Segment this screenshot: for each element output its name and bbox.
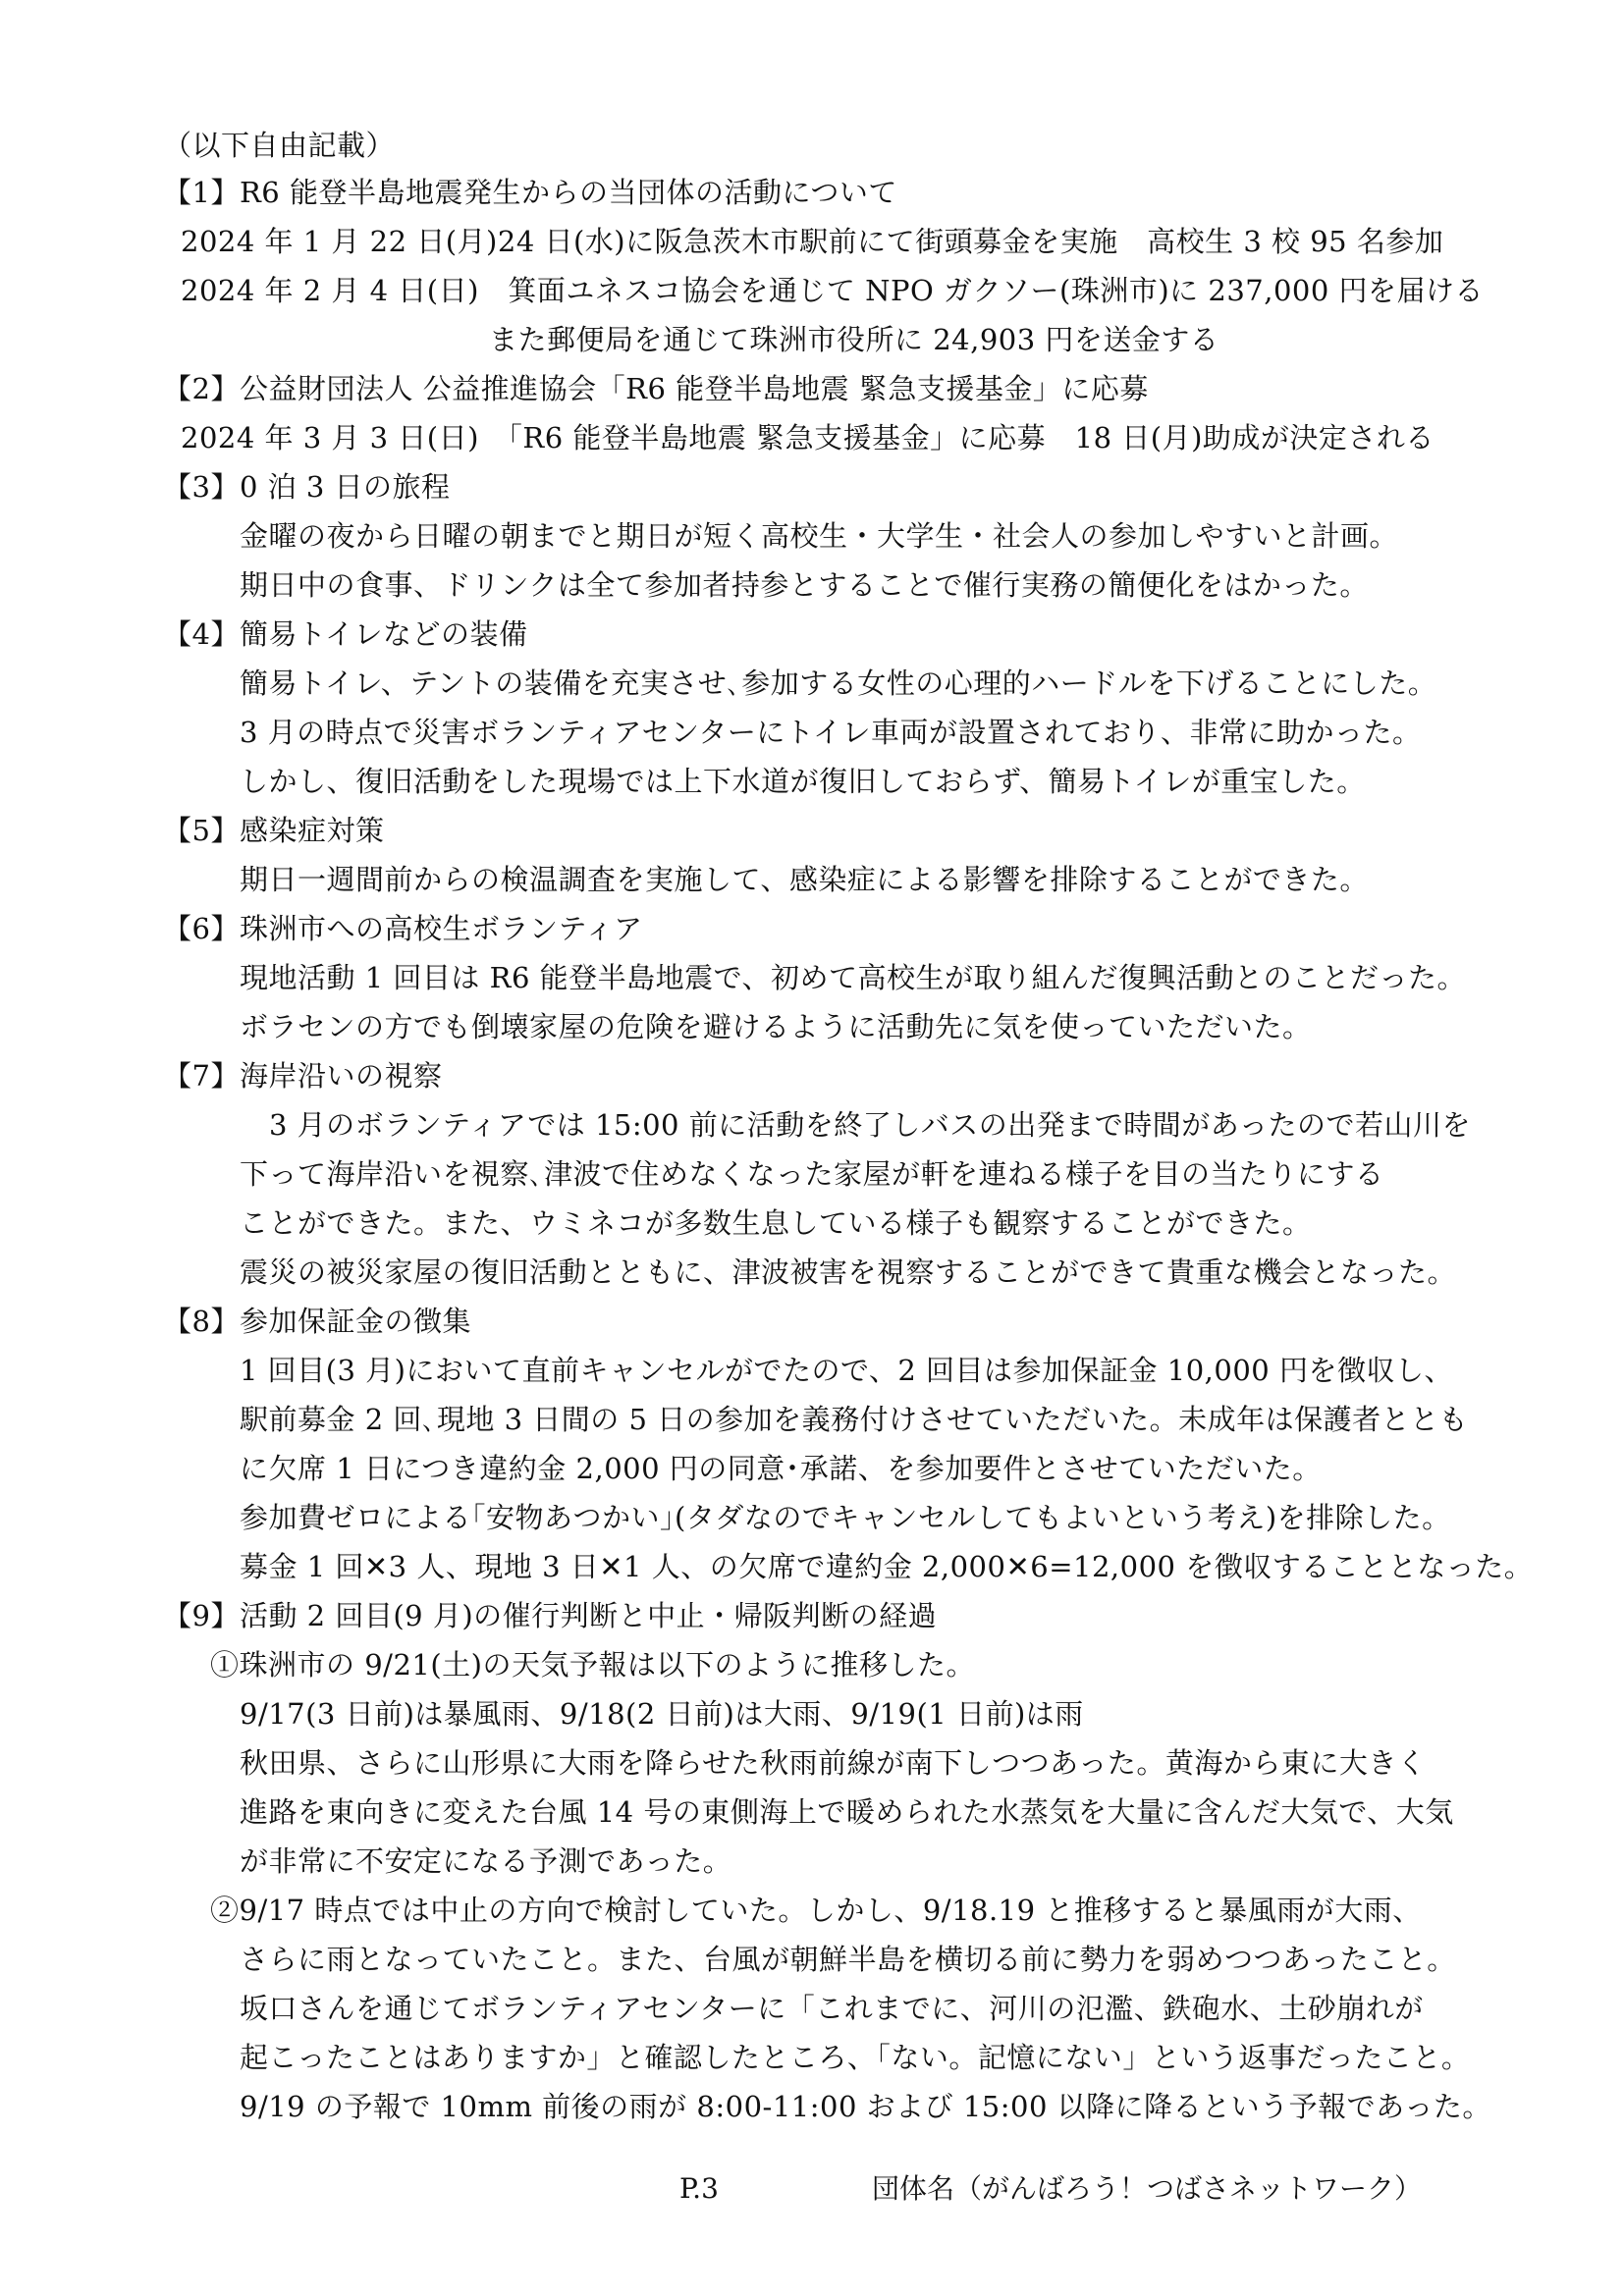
section-line: 起こったことはありますか」と確認したところ、「ない。記憶にない」という返事だったこと。 [240, 2041, 1471, 2074]
section-heading: 【2】公益財団法人 公益推進協会「R6 能登半島地震 緊急支援基金」に応募 [163, 372, 1149, 405]
section-line: 進路を東向きに変えた台風 14 号の東側海上で暖められた水蒸気を大量に含んだ大気で、大気 [240, 1795, 1454, 1829]
section-line: ボラセンの方でも倒壊家屋の危険を避けるように活動先に気を使っていただいた。 [240, 1010, 1312, 1043]
section-heading: 【1】R6 能登半島地震発生からの当団体の活動について [163, 176, 897, 209]
section-line: さらに雨となっていたこと。また、台風が朝鮮半島を横切る前に勢力を弱めつつあったこと。 [240, 1943, 1456, 1976]
section-line: 期日中の食事、ドリンクは全て参加者持参とすることで催行実務の簡便化をはかった。 [240, 568, 1369, 602]
section-line: 期日一週間前からの検温調査を実施して、感染症による影響を排除することができた。 [240, 863, 1369, 896]
organization-name: 団体名（がんばろう！つばさネットワーク） [872, 2172, 1423, 2205]
section-line: 9/17(3 日前)は暴風雨、9/18(2 日前)は大雨、9/19(1 日前)は雨 [240, 1697, 1084, 1731]
section-line: 簡易トイレ、テントの装備を充実させ､参加する女性の心理的ハードルを下げることにした。 [240, 667, 1437, 700]
section-line: ②9/17 時点では中止の方向で検討していた。しかし、9/18.19 と推移すると暴風雨が大雨、 [210, 1894, 1422, 1927]
section-line: また郵便局を通じて珠洲市役所に 24,903 円を送金する [489, 323, 1219, 356]
section-heading: 【4】簡易トイレなどの装備 [163, 617, 528, 651]
section-line: ことができた。また、ウミネコが多数生息している様子も観察することができた。 [240, 1206, 1312, 1240]
section-line: 募金 1 回✕3 人、現地 3 日✕1 人、の欠席で違約金 2,000✕6=12,000 を徴収することとなった。 [240, 1550, 1534, 1583]
section-line: ①珠洲市の 9/21(土)の天気予報は以下のように推移した。 [210, 1648, 975, 1682]
section-line: 3 月の時点で災害ボランティアセンターにトイレ車両が設置されており、非常に助かった。 [240, 716, 1422, 749]
section-line: 2024 年 3 月 3 日(日) 「R6 能登半島地震 緊急支援基金」に応募 18 日(月)助成が決定される [181, 421, 1435, 454]
section-line: 1 回目(3 月)において直前キャンセルがでたので、2 回目は参加保証金 10,000 円を徴収し、 [240, 1354, 1453, 1387]
section-line: 参加費ゼロによる｢安物あつかい｣(タダなのでキャンセルしてもよいという考え)を排除した。 [240, 1501, 1451, 1534]
section-line: 9/19 の予報で 10mm 前後の雨が 8:00-11:00 および 15:00 以降に降るという予報であった。 [240, 2090, 1491, 2123]
section-line: が非常に不安定になる予測であった。 [240, 1844, 732, 1878]
section-line: 駅前募金 2 回､現地 3 日間の 5 日の参加を義務付けさせていただいた。未成年は保護者ととも [240, 1403, 1469, 1436]
intro-note: （以下自由記載） [163, 129, 396, 162]
section-line: に欠席 1 日につき違約金 2,000 円の同意･承諾、を参加要件とさせていただいた。 [240, 1452, 1322, 1485]
section-line: 現地活動 1 回目は R6 能登半島地震で、初めて高校生が取り組んだ復興活動とのことだった。 [240, 961, 1467, 994]
section-line: 坂口さんを通じてボランティアセンターに「これまでに、河川の氾濫、鉄砲水、土砂崩れが [240, 1992, 1424, 2025]
section-line: 2024 年 1 月 22 日(月)24 日(水)に阪急茨木市駅前にて街頭募金を実施 高校生 3 校 95 名参加 [181, 225, 1444, 258]
section-line: 3 月のボランティアでは 15:00 前に活動を終了しバスの出発まで時間があったので若山川を [269, 1108, 1471, 1142]
section-line: しかし、復旧活動をした現場では上下水道が復旧しておらず、簡易トイレが重宝した。 [240, 765, 1366, 798]
section-heading: 【5】感染症対策 [163, 814, 385, 847]
section-heading: 【8】参加保証金の徴集 [163, 1305, 471, 1338]
page-number: P.3 [679, 2172, 719, 2205]
section-line: 下って海岸沿いを視察､津波で住めなくなった家屋が軒を連ねる様子を目の当たりにする [240, 1157, 1384, 1191]
section-line: 2024 年 2 月 4 日(日) 箕面ユネスコ協会を通じて NPO ガクソー(珠洲市)に 237,000 円を届ける [181, 274, 1485, 307]
section-heading: 【7】海岸沿いの視察 [163, 1059, 443, 1093]
section-line: 金曜の夜から日曜の朝までと期日が短く高校生・大学生・社会人の参加しやすいと計画。 [240, 519, 1399, 553]
section-heading: 【9】活動 2 回目(9 月)の催行判断と中止・帰阪判断の経過 [163, 1599, 938, 1632]
section-heading: 【3】0 泊 3 日の旅程 [163, 470, 451, 504]
section-line: 震災の被災家屋の復旧活動とともに、津波被害を視察することができて貴重な機会となった。 [240, 1255, 1457, 1289]
section-line: 秋田県、さらに山形県に大雨を降らせた秋雨前線が南下しつつあった。黄海から東に大きく [240, 1746, 1427, 1780]
section-heading: 【6】珠洲市への高校生ボランティア [163, 912, 643, 945]
